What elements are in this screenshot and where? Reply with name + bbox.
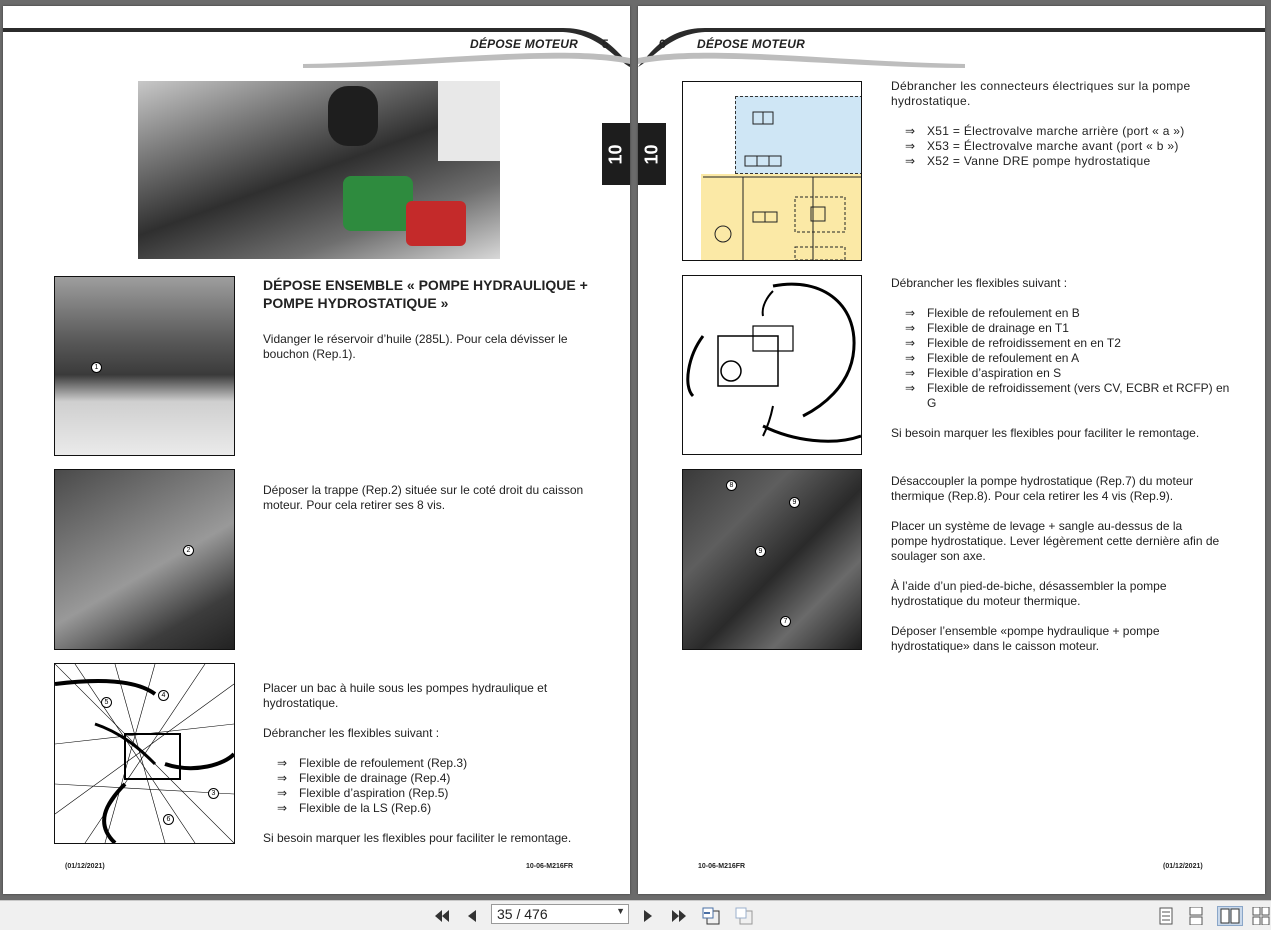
chapter-tab: 10 xyxy=(602,123,630,185)
go-forward-view-button[interactable] xyxy=(733,906,755,926)
previous-page-icon xyxy=(467,909,477,923)
list-item: ⇒ X53 = Électrovalve marche avant (port « b ») xyxy=(905,139,1179,153)
chapter-tab: 10 xyxy=(638,123,666,185)
page-indicator: 35 / 476 xyxy=(497,906,548,922)
footer-date: (01/12/2021) xyxy=(65,863,105,870)
lift-text: Placer un système de levage + sangle au-dessus de la pompe hydrostatique. Lever légèrement cette dernière afin de soulager son axe. xyxy=(891,519,1220,563)
left-page xyxy=(3,6,630,894)
navigation-toolbar xyxy=(0,900,1271,930)
mark-hoses-text: Si besoin marquer les flexibles pour faciliter le remontage. xyxy=(263,831,572,845)
hoses-list xyxy=(277,756,608,816)
engine-photo xyxy=(138,81,500,259)
hoses-list xyxy=(905,306,1236,411)
coupling-photo xyxy=(682,469,862,650)
page-number: 5 xyxy=(602,37,609,51)
hoses-intro-text: Débrancher les flexibles suivant : xyxy=(891,276,1068,290)
two-page-continuous-icon xyxy=(1252,907,1270,925)
hydraulic-pump-highlight xyxy=(343,176,413,231)
next-page-button[interactable] xyxy=(640,906,656,926)
two-page-continuous-button[interactable] xyxy=(1251,906,1271,926)
list-item: ⇒ Flexible de refroidissement (vers CV, ECBR et RCFP) en G xyxy=(905,381,1230,410)
right-page xyxy=(638,6,1265,894)
section-hoses-right xyxy=(891,276,1236,456)
pump-line-drawing xyxy=(683,276,861,454)
continuous-view-button[interactable] xyxy=(1187,906,1205,926)
section-trap xyxy=(263,483,603,528)
back-view-icon xyxy=(701,907,721,925)
last-page-icon xyxy=(671,909,687,923)
list-item: ⇒ Flexible de drainage en T1 xyxy=(905,321,1069,335)
tray-text: Placer un bac à huile sous les pompes hydraulique et hydrostatique. xyxy=(263,681,548,710)
section-uncouple xyxy=(891,474,1221,669)
footer-ref: 10-06-M216FR xyxy=(698,863,746,870)
two-page-view-button[interactable] xyxy=(1217,906,1243,926)
list-item: ⇒ X51 = Électrovalve marche arrière (port « a ») xyxy=(905,124,1185,138)
page-number: 6 xyxy=(659,37,666,51)
callout-1: 1 xyxy=(91,362,102,373)
footer-date: (01/12/2021) xyxy=(1163,863,1203,870)
footer-ref: 10-06-M216FR xyxy=(526,863,574,870)
connectors-list xyxy=(905,124,1221,169)
list-item: ⇒ Flexible d’aspiration (Rep.5) xyxy=(277,786,449,800)
callout-9: 9 xyxy=(789,497,800,508)
callout-9: 9 xyxy=(755,546,766,557)
callout-6: 6 xyxy=(163,814,174,825)
single-page-icon xyxy=(1159,907,1173,925)
intake-pipe xyxy=(328,86,378,146)
list-item: ⇒ Flexible d’aspiration en S xyxy=(905,366,1062,380)
oil-tank-photo xyxy=(54,276,235,456)
list-item: ⇒ Flexible de refoulement en A xyxy=(905,351,1080,365)
remove-text: Déposer l’ensemble «pompe hydraulique + pompe hydrostatique» dans le caisson moteur. xyxy=(891,624,1160,653)
hydraulic-schematic xyxy=(682,81,862,261)
section-oil-drain xyxy=(263,276,603,377)
section-title: DÉPOSE ENSEMBLE « POMPE HYDRAULIQUE + POMPE HYDROSTATIQUE » xyxy=(263,277,588,311)
hydrostatic-pump-highlight xyxy=(406,201,466,246)
callout-3: 3 xyxy=(208,788,219,799)
connectors-text: Débrancher les connecteurs électriques sur la pompe hydrostatique. xyxy=(891,79,1191,108)
next-page-icon xyxy=(643,909,653,923)
hoses-drawing xyxy=(54,663,235,844)
last-page-button[interactable] xyxy=(669,906,689,926)
list-item: ⇒ Flexible de refoulement (Rep.3) xyxy=(277,756,468,770)
list-item: ⇒ Flexible de drainage (Rep.4) xyxy=(277,771,451,785)
list-item: ⇒ X52 = Vanne DRE pompe hydrostatique xyxy=(905,154,1151,168)
first-page-button[interactable] xyxy=(432,906,452,926)
previous-page-button[interactable] xyxy=(464,906,480,926)
forward-view-icon xyxy=(734,907,754,925)
oil-drain-text: Vidanger le réservoir d’huile (285L). Pour cela dévisser le bouchon (Rep.1). xyxy=(263,332,568,361)
first-page-icon xyxy=(434,909,450,923)
hoses-intro-text: Débrancher les flexibles suivant : xyxy=(263,726,440,740)
trap-photo xyxy=(54,469,235,650)
list-item: ⇒ Flexible de refoulement en B xyxy=(905,306,1080,320)
radiator-panel xyxy=(438,81,500,161)
trap-text: Déposer la trappe (Rep.2) située sur le coté droit du caisson moteur. Pour cela retirer ses 8 vis. xyxy=(263,483,584,512)
continuous-page-icon xyxy=(1189,907,1203,925)
callout-2: 2 xyxy=(183,545,194,556)
page-number-input[interactable] xyxy=(491,904,629,924)
section-connectors xyxy=(891,79,1221,184)
uncouple-text: Désaccoupler la pompe hydrostatique (Rep.7) du moteur thermique (Rep.8). Pour cela retirer les 4 vis (Rep.9). xyxy=(891,474,1194,503)
list-item: ⇒ Flexible de la LS (Rep.6) xyxy=(277,801,432,815)
callout-4: 4 xyxy=(158,690,169,701)
single-page-view-button[interactable] xyxy=(1157,906,1175,926)
list-item: ⇒ Flexible de refroidissement en en T2 xyxy=(905,336,1121,350)
header-title: DÉPOSE MOTEUR xyxy=(470,37,578,51)
crowbar-text: À l’aide d’un pied-de-biche, désassembler la pompe hydrostatique du moteur thermique. xyxy=(891,579,1167,608)
section-hoses xyxy=(263,681,608,861)
go-back-view-button[interactable] xyxy=(700,906,722,926)
hoses-line-drawing xyxy=(55,664,234,843)
two-page-icon xyxy=(1220,908,1240,924)
chevron-down-icon[interactable]: ▼ xyxy=(616,906,625,916)
mark-hoses-text: Si besoin marquer les flexibles pour faciliter le remontage. xyxy=(891,426,1200,440)
header-title: DÉPOSE MOTEUR xyxy=(697,37,805,51)
callout-8: 8 xyxy=(726,480,737,491)
schematic-lines xyxy=(683,82,861,260)
pump-drawing xyxy=(682,275,862,455)
callout-5: 5 xyxy=(101,697,112,708)
callout-7: 7 xyxy=(780,616,791,627)
